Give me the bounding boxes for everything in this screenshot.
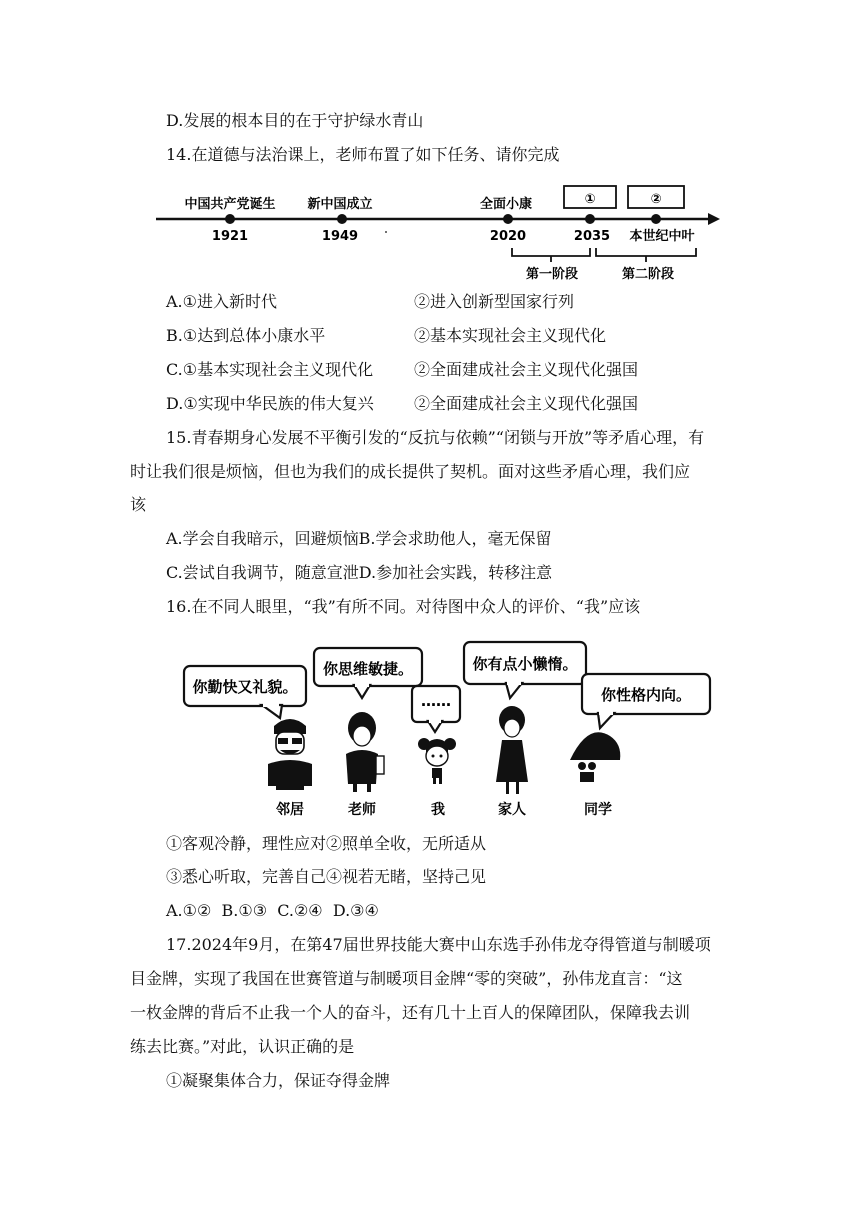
speech-bubble-family [464, 642, 586, 698]
q16-cartoon [170, 636, 730, 822]
q14-option-c-right: ②全面建成社会主义现代化强国 [414, 360, 639, 379]
q15-stem-line-3: 该 [130, 495, 147, 514]
stage-2-brace [596, 248, 696, 256]
q14-stem: 14.在道德与法治课上，老师布置了如下任务、请你完成 [166, 145, 560, 164]
q15-options-cd: C.尝试自我调节，随意宣泄D.参加社会实践，转移注意 [166, 563, 553, 582]
q17-stem-line-2: 目金牌，实现了我国在世赛管道与制暖项目金牌“零的突破”，孙伟龙直言：“这 [130, 969, 683, 988]
bubble-text-classmate: 你性格内向。 [600, 686, 692, 704]
q14-option-c-left: C.①基本实现社会主义现代化 [166, 360, 374, 379]
timeline-dot-midcentury [651, 214, 661, 224]
timeline-arrow-icon [708, 213, 720, 225]
speech-bubble-teacher [314, 648, 422, 698]
label-classmate: 同学 [584, 802, 612, 818]
q16-items-3-4: ③悉心听取，完善自己④视若无睹，坚持己见 [166, 867, 487, 886]
q14-option-d-right: ②全面建成社会主义现代化强国 [414, 394, 639, 413]
stage-1-brace [512, 248, 590, 256]
timeline-event-2020: 全面小康 [479, 197, 533, 212]
bubble-text-neighbor: 你勤快又礼貌。 [192, 678, 298, 696]
label-neighbor: 邻居 [276, 802, 304, 818]
q17-item-1: ①凝聚集体合力，保证夺得金牌 [166, 1071, 391, 1090]
bubble-text-teacher: 你思维敏捷。 [322, 660, 414, 678]
classmate-figure [570, 732, 620, 782]
speech-bubble-neighbor [184, 666, 306, 718]
q15-stem-line-1: 15.青春期身心发展不平衡引发的“反抗与依赖”“闭锁与开放”等矛盾心理，有 [166, 428, 705, 447]
bubble-text-me: …… [421, 692, 451, 710]
timeline-year-2020: 2020 [489, 229, 527, 244]
q15-stem-line-2: 时让我们很是烦恼，但也为我们的成长提供了契机。面对这些矛盾心理，我们应 [130, 462, 691, 481]
q16-stem: 16.在不同人眼里，“我”有所不同。对待图中众人的评价、“我”应该 [166, 597, 641, 616]
timeline-box-2-label: ② [650, 192, 662, 207]
q14-option-b-right: ②基本实现社会主义现代化 [414, 326, 607, 345]
q16-items-1-2: ①客观冷静，理性应对②照单全收，无所适从 [166, 834, 487, 853]
q14-option-a-left: A.①进入新时代 [166, 292, 277, 311]
q14-timeline-diagram [150, 182, 730, 282]
timeline-dot-1921 [225, 214, 235, 224]
me-figure [418, 738, 456, 784]
q17-stem-line-1: 17.2024年9月，在第47届世界技能大赛中山东选手孙伟龙夺得管道与制暖项 [166, 935, 711, 954]
label-family: 家人 [498, 802, 526, 818]
q15-options-ab: A.学会自我暗示，回避烦恼B.学会求助他人，毫无保留 [166, 529, 552, 548]
timeline-year-1921: 1921 [211, 229, 249, 244]
q17-stem-line-4: 练去比赛。”对此，认识正确的是 [130, 1037, 355, 1056]
timeline-year-midcentury: 本世纪中叶 [629, 229, 695, 244]
family-figure [496, 706, 528, 794]
timeline-event-1949: 新中国成立 [307, 197, 373, 212]
timeline-speck [385, 231, 387, 233]
label-teacher: 老师 [348, 802, 376, 818]
timeline-dot-2035 [585, 214, 595, 224]
speech-bubble-me [412, 686, 460, 732]
q14-option-b-left: B.①达到总体小康水平 [166, 326, 326, 345]
teacher-figure [346, 712, 384, 792]
timeline-stage-1: 第一阶段 [525, 267, 579, 282]
timeline-dot-2020 [503, 214, 513, 224]
timeline-dot-1949 [337, 214, 347, 224]
q14-option-d-left: D.①实现中华民族的伟大复兴 [166, 394, 374, 413]
label-me: 我 [431, 802, 445, 818]
bubble-text-family: 你有点小懒惰。 [472, 655, 578, 673]
q14-option-a-right: ②进入创新型国家行列 [414, 292, 575, 311]
neighbor-figure [268, 719, 312, 790]
timeline-year-1949: 1949 [321, 229, 359, 244]
q17-stem-line-3: 一枚金牌的背后不止我一个人的奋斗，还有几十上百人的保障团队，保障我去训 [130, 1003, 691, 1022]
timeline-box-1-label: ① [584, 192, 596, 207]
q16-choices: A.①② B.①③ C.②④ D.③④ [166, 901, 379, 920]
timeline-year-2035: 2035 [573, 229, 611, 244]
speech-bubble-classmate [582, 674, 710, 728]
q13-option-d: D.发展的根本目的在于守护绿水青山 [166, 111, 424, 130]
timeline-stage-2: 第二阶段 [621, 267, 675, 282]
timeline-event-1921: 中国共产党诞生 [184, 197, 276, 212]
